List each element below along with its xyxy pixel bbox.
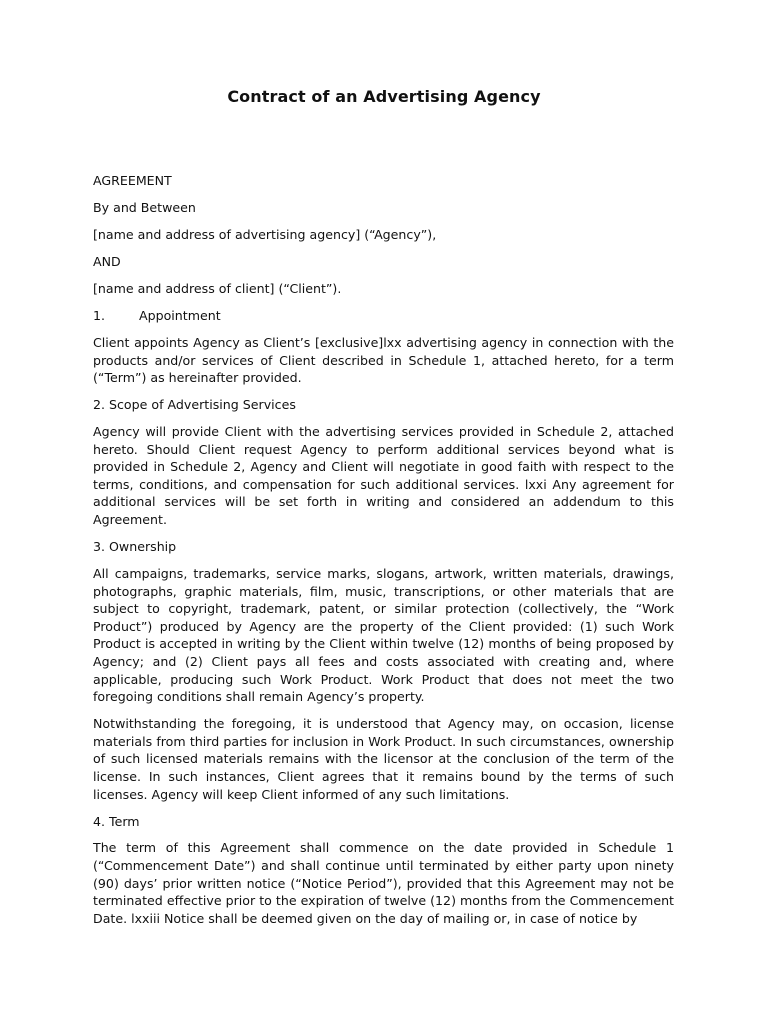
section-ownership-text-2: Notwithstanding the foregoing, it is understood that Agency may, on occasion, license materials from third parties for inclusion in Work Product. In such circumstances, ownership of such licensed materials remains with the licensor at the conclusion of the term of the license. In such instances, Client agrees that it remains bound by the terms of such licenses. Agency will keep Client informed of any such limitations.: [93, 716, 674, 802]
section-ownership-text-1: All campaigns, trademarks, service marks, slogans, artwork, written materials, drawings, photographs, graphic materials, film, music, transcriptions, or other materials that are subject to copyright, trademark, patent, or similar protection (collectively, the “Work Product”) produced by Agency are the property of the Client provided: (1) such Work Product is accepted in writing by the Client within twelve (12) months of being proposed by Agency; and (2) Client pays all fees and costs associated with creating and, where applicable, producing such Work Product. Work Product that does not meet the two foregoing conditions shall remain Agency’s property.: [93, 566, 674, 705]
document-body: [93, 172, 674, 937]
section-appointment-heading: [93, 307, 674, 325]
section-ownership-heading: 3. Ownership: [93, 539, 177, 555]
section-term-heading: 4. Term: [93, 813, 140, 829]
section-scope-heading: 2. Scope of Advertising Services: [93, 397, 296, 413]
and-label: AND: [93, 253, 121, 269]
section-appointment-text: Client appoints Agency as Client’s [exclusive]lxx advertising agency in connection with the products and/or services of Client described in Schedule 1, attached hereto, for a term (“Term”) as hereinafter provided.: [93, 334, 674, 386]
document-title: Contract of an Advertising Agency: [227, 87, 541, 106]
section-scope-text: Agency will provide Client with the advertising services provided in Schedule 2, attached hereto. Should Client request Agency to perform additional services beyond what is provided in Schedule 2, Agency and Client will negotiate in good faith with respect to the terms, conditions, and compensation for such additional services. lxxi Any agreement for additional services will be set forth in writing and considered an addendum to this Agreement.: [93, 424, 674, 528]
client-party: [name and address of client] (“Client”).: [93, 280, 342, 296]
section-appointment-number: 1.: [93, 307, 106, 323]
section-appointment-title: Appointment: [139, 307, 221, 323]
by-and-between: By and Between: [93, 199, 196, 215]
section-term-text: The term of this Agreement shall commence on the date provided in Schedule 1 (“Commencement Date”) and shall continue until terminated by either party upon ninety (90) days’ prior written notice (“Notice Period”), provided that this Agreement may not be terminated effective prior to the expiration of twelve (12) months from the Commencement Date. lxxiii Notice shall be deemed given on the day of mailing or, in case of notice by: [93, 840, 674, 926]
agreement-label: AGREEMENT: [93, 173, 172, 188]
agency-party: [name and address of advertising agency] (“Agency”),: [93, 226, 437, 242]
